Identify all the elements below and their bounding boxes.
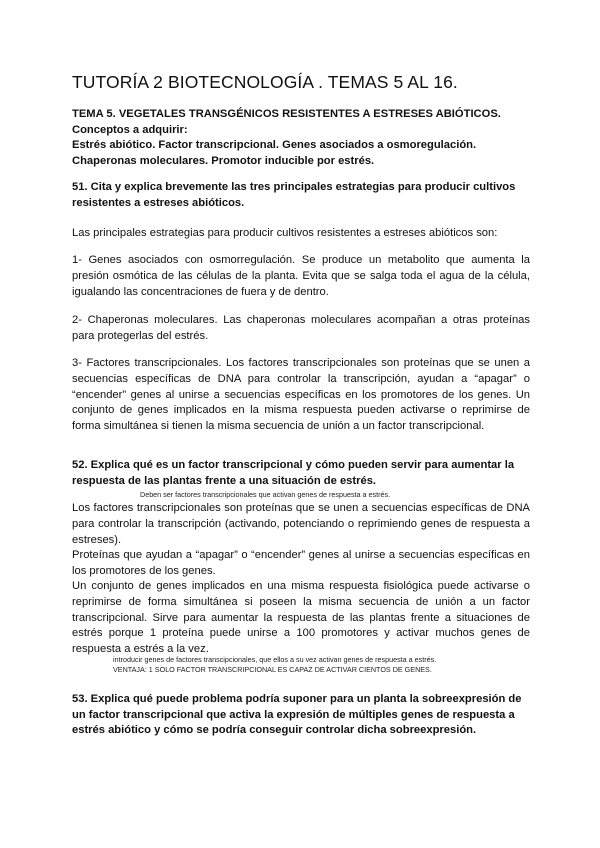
para-1-line-2: para controlar la transcripción (activando, potenciando o reprimiendo genes de respuesta a [72, 517, 530, 530]
strategy-3-line-3: “encender” genes al unirse a secuencias específicas en los promotores de los genes. Un [72, 388, 530, 401]
question-51 [72, 180, 532, 211]
para-1-line-1: Los factores transcripcionales son proteínas que se unen a secuencias específicas de DNA [72, 502, 530, 514]
para-3-line-4: estrés porque 1 proteína puede unirse a 100 promotores y activar muchos genes de [72, 627, 530, 640]
question-53-line-3: estrés abiótico y cómo se podría conseguir controlar dicha sobreexpresión. [72, 724, 477, 736]
handwritten-note-3: VENTAJA: 1 SOLO FACTOR TRANSCRIPCIONAL ES CAPAZ DE ACTIVAR CIENTOS DE GENES. [113, 665, 432, 674]
strategy-2-line-2: para protegerlas del estrés. [72, 329, 209, 342]
question-51-line-2: resistentes a estreses abióticos. [72, 196, 245, 209]
para-3-line-1: Un conjunto de genes implicados en una misma respuesta fisiológica puede activarse o [72, 580, 530, 592]
question-53-line-1: 53. Explica qué puede problema podría suponer para un planta la sobreexpresión de [72, 693, 522, 705]
answer-52-para-1 [72, 501, 530, 548]
handwritten-note-1: Deben ser factores transcripcionales que activan genes de respuesta a estrés. [140, 490, 391, 499]
question-52-line-2: respuesta de las plantas frente a una situación de estrés. [72, 474, 377, 487]
concepts-label: Conceptos a adquirir: [72, 123, 188, 136]
strategy-1-line-2: presión osmótica de las células de la planta. Evita que se salga toda el agua de la célula, [72, 269, 530, 282]
strategy-1-line-3: igualando las concentraciones de fuera y de dentro. [72, 285, 329, 298]
strategy-3-line-2: secuencias específicas de DNA para controlar la transcripción, ayudan a “apagar” o [72, 372, 530, 385]
answer-51-intro-text: Las principales estrategias para producir cultivos resistentes a estreses abióticos son: [72, 227, 498, 239]
answer-51-strategy-2 [72, 313, 530, 345]
answer-52-para-2 [72, 548, 530, 580]
para-3-line-2: reprimirse de forma simultánea si poseen la misma secuencia de unión a un factor [72, 595, 530, 608]
answer-51-strategy-1 [72, 253, 530, 300]
answer-52-para-3 [72, 579, 530, 658]
answer-51-strategy-3 [72, 356, 530, 435]
para-2-line-2: los promotores de los genes. [72, 564, 216, 577]
concepts-line-2: Chaperonas moleculares. Promotor inducible por estrés. [72, 154, 375, 167]
strategy-3-line-4: conjunto de genes implicados en la misma respuesta pueden activarse o reprimirse de [72, 404, 530, 417]
para-3-line-3: transcripcional. Sirve para aumentar la respuesta de las plantas frente a situaciones de [72, 611, 530, 624]
tema-heading: TEMA 5. VEGETALES TRANSGÉNICOS RESISTENTES A ESTRESES ABIÓTICOS. [72, 108, 501, 120]
strategy-2-line-1: 2- Chaperonas moleculares. Las chaperonas moleculares acompañan a otras proteínas [72, 314, 530, 326]
question-52 [72, 458, 532, 489]
strategy-1-line-1: 1- Genes asociados con osmorregulación. Se produce un metabolito que aumenta la [72, 254, 530, 266]
document-title: TUTORÍA 2 BIOTECNOLOGÍA . TEMAS 5 AL 16. [72, 72, 458, 92]
answer-51-intro [72, 226, 530, 242]
strategy-3-line-5: forma simultánea si tienen la misma secuencia de unión a un factor transcripcional. [72, 420, 485, 433]
question-53 [72, 692, 542, 739]
tema-section [72, 107, 542, 169]
strategy-3-line-1: 3- Factores transcripcionales. Los factores transcripcionales son proteínas que se unen a [72, 357, 530, 369]
para-1-line-3: estreses). [72, 533, 122, 546]
para-2-line-1: Proteínas que ayudan a “apagar” o “encender” genes al unirse a secuencias específicas en [72, 549, 530, 561]
handwritten-note-2: introducir genes de factores transcipcionales, que ellos a su vez activan genes de respuesta a estrés. [113, 655, 437, 664]
question-53-line-2: un factor transcripcional que activa la expresión de múltiples genes de respuesta a [72, 708, 515, 721]
question-52-line-1: 52. Explica qué es un factor transcripcional y cómo pueden servir para aumentar la [72, 459, 515, 471]
para-3-line-5: respuesta a estrés a la vez. [72, 643, 209, 656]
concepts-line-1: Estrés abiótico. Factor transcripcional. Genes asociados a osmoregulación. [72, 139, 477, 151]
question-51-line-1: 51. Cita y explica brevemente las tres principales estrategias para producir cultivos [72, 181, 516, 193]
